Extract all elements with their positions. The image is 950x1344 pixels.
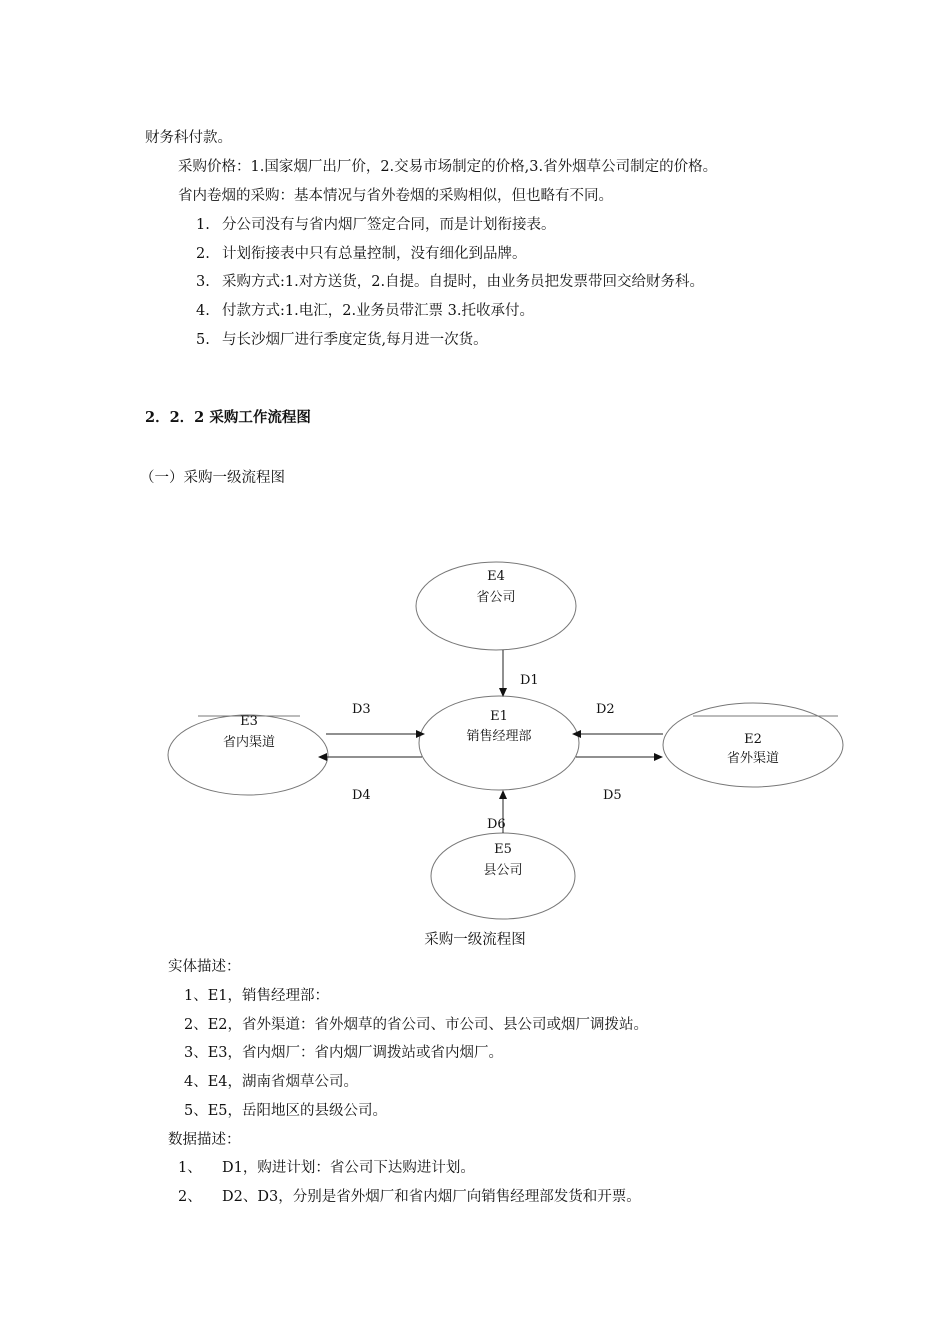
entity-e5-id: E5 xyxy=(494,842,512,857)
list-number: 2. xyxy=(196,246,210,262)
entity-item: 1、E1，销售经理部： xyxy=(184,988,330,1004)
diagram-caption: 采购一级流程图 xyxy=(424,932,526,948)
data-item xyxy=(178,1187,641,1207)
data-item xyxy=(178,1158,475,1178)
entity-e1-id: E1 xyxy=(490,709,508,724)
paragraph-province-cigarette: 省内卷烟的采购：基本情况与省外卷烟的采购相似，但也略有不同。 xyxy=(178,188,613,204)
flow-d1-label: D1 xyxy=(520,673,539,688)
flow-d4-label: D4 xyxy=(352,788,371,803)
entity-description-title: 实体描述： xyxy=(168,959,241,975)
flow-diagram xyxy=(0,540,950,960)
subheading: （一）采购一级流程图 xyxy=(140,470,285,486)
list-number: 4. xyxy=(196,303,210,319)
entity-e4-id: E4 xyxy=(487,569,505,584)
list-text: 计划衔接表中只有总量控制，没有细化到品牌。 xyxy=(222,246,527,262)
list-item xyxy=(196,244,527,264)
flow-d5-label: D5 xyxy=(603,788,622,803)
list-text: 分公司没有与省内烟厂签定合同，而是计划衔接表。 xyxy=(222,217,556,233)
entity-item: 2、E2，省外渠道：省外烟草的省公司、市公司、县公司或烟厂调拨站。 xyxy=(184,1017,649,1033)
entity-e2-name: 省外渠道 xyxy=(726,751,780,766)
entity-e2-id: E2 xyxy=(744,732,762,747)
section-heading: 2．2．2 采购工作流程图 xyxy=(145,409,311,426)
paragraph-price: 采购价格：1.国家烟厂出厂价，2.交易市场制定的价格,3.省外烟草公司制定的价格。 xyxy=(178,159,718,175)
flow-d6-label: D6 xyxy=(487,817,506,832)
entity-item: 4、E4，湖南省烟草公司。 xyxy=(184,1074,359,1090)
list-text: 与长沙烟厂进行季度定货,每月进一次货。 xyxy=(222,332,488,348)
entity-e4-name: 省公司 xyxy=(476,590,516,605)
entity-e3-id: E3 xyxy=(240,714,258,729)
list-item xyxy=(196,272,704,292)
flow-d3-label: D3 xyxy=(352,702,371,717)
data-description-title: 数据描述： xyxy=(168,1132,241,1148)
flow-d2-label: D2 xyxy=(596,702,615,717)
entity-e3-name: 省内渠道 xyxy=(222,735,276,750)
list-number: 1. xyxy=(196,217,210,233)
list-number: 5. xyxy=(196,332,210,348)
data-item-number: 1、 xyxy=(178,1160,202,1176)
entity-item: 3、E3，省内烟厂：省内烟厂调拨站或省内烟厂。 xyxy=(184,1045,504,1061)
data-item-text: D2、D3，分别是省外烟厂和省内烟厂向销售经理部发货和开票。 xyxy=(222,1189,641,1205)
list-item xyxy=(196,301,534,321)
list-item xyxy=(196,215,556,235)
entity-item: 5、E5，岳阳地区的县级公司。 xyxy=(184,1103,388,1119)
data-item-number: 2、 xyxy=(178,1189,202,1205)
list-text: 采购方式:1.对方送货，2.自提。自提时，由业务员把发票带回交给财务科。 xyxy=(222,274,705,290)
list-text: 付款方式:1.电汇，2.业务员带汇票 3.托收承付。 xyxy=(222,303,534,319)
list-item xyxy=(196,330,488,350)
list-number: 3. xyxy=(196,274,210,290)
entity-e5-name: 县公司 xyxy=(483,863,523,878)
entity-e1-name: 销售经理部 xyxy=(466,729,532,744)
data-item-text: D1，购进计划：省公司下达购进计划。 xyxy=(222,1160,475,1176)
paragraph-payment: 财务科付款。 xyxy=(145,130,232,146)
